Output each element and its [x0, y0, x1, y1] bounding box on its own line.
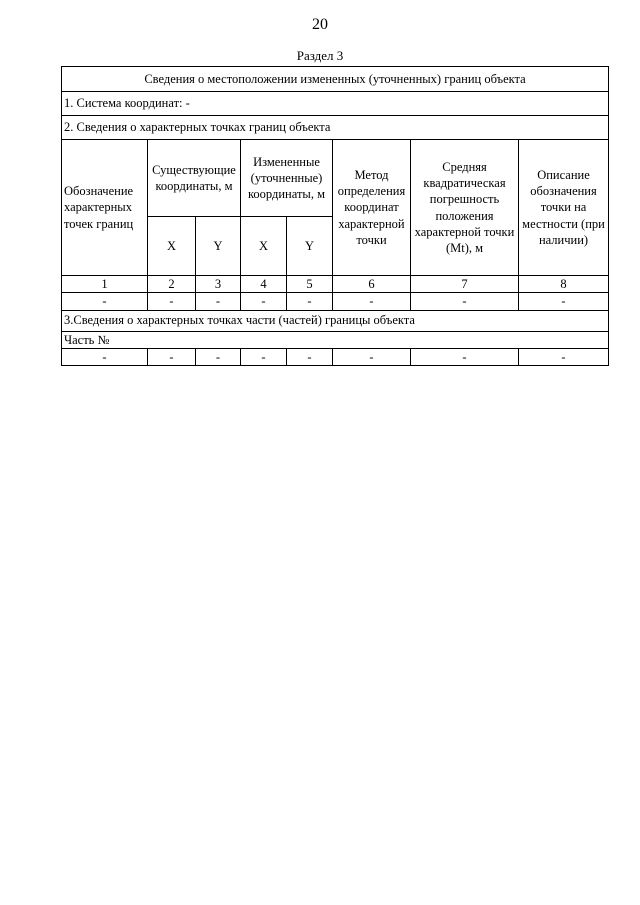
column-number: 7 — [411, 276, 519, 293]
column-number: 6 — [333, 276, 411, 293]
header-changed-y: Y — [287, 217, 333, 276]
section-title: Раздел 3 — [296, 48, 344, 63]
table-cell: - — [519, 293, 609, 310]
header-changed-coords: Измененные (уточненные) координаты, м — [241, 140, 333, 217]
table-cell: - — [333, 293, 411, 310]
table-cell: - — [411, 348, 519, 365]
table-cell: - — [148, 348, 196, 365]
table-cell: - — [241, 348, 287, 365]
part-number-label: Часть № — [62, 331, 609, 348]
table-cell: - — [333, 348, 411, 365]
table-cell: - — [148, 293, 196, 310]
page-number: 20 — [312, 16, 328, 33]
points-heading: 2. Сведения о характерных точках границ объекта — [62, 116, 609, 140]
table-cell: - — [196, 293, 241, 310]
column-number-row — [62, 276, 609, 293]
column-number: 4 — [241, 276, 287, 293]
table-cell: - — [411, 293, 519, 310]
header-description: Описание обозначения точки на местности (при наличии) — [519, 140, 609, 276]
table-cell: - — [196, 348, 241, 365]
column-number: 8 — [519, 276, 609, 293]
header-designation: Обозначение характерных точек границ — [62, 140, 148, 276]
coordinate-system: 1. Система координат: - — [62, 92, 609, 116]
table-cell: - — [62, 348, 148, 365]
column-number: 2 — [148, 276, 196, 293]
table-cell: - — [519, 348, 609, 365]
table-cell: - — [287, 293, 333, 310]
table-cell: - — [287, 348, 333, 365]
table-row — [62, 293, 609, 310]
header-existing-y: Y — [196, 217, 241, 276]
boundary-points-table — [61, 66, 609, 366]
column-number: 1 — [62, 276, 148, 293]
column-number: 3 — [196, 276, 241, 293]
header-existing-coords: Существующие координаты, м — [148, 140, 241, 217]
parts-heading: 3.Сведения о характерных точках части (частей) границы объекта — [62, 310, 609, 331]
header-method: Метод определения координат характерной точки — [333, 140, 411, 276]
table-title: Сведения о местоположении измененных (уточненных) границ объекта — [62, 67, 609, 92]
table-cell: - — [62, 293, 148, 310]
header-existing-x: X — [148, 217, 196, 276]
header-changed-x: X — [241, 217, 287, 276]
table-row — [62, 348, 609, 365]
table-cell: - — [241, 293, 287, 310]
header-accuracy: Средняя квадратическая погрешность положения характерной точки (Mt), м — [411, 140, 519, 276]
column-number: 5 — [287, 276, 333, 293]
